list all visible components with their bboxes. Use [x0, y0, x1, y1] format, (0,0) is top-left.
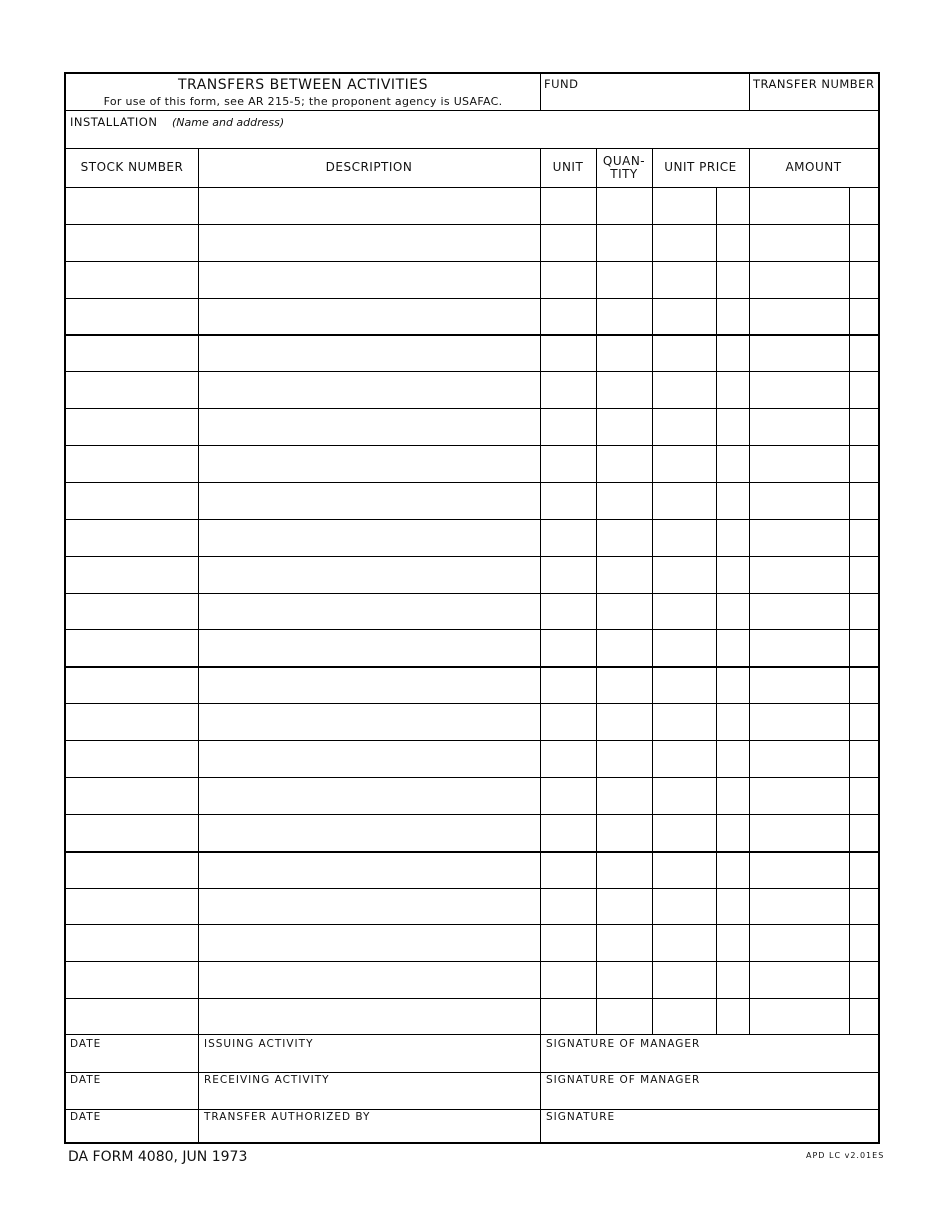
unit-cell[interactable] [540, 557, 596, 593]
col-amount: AMOUNT [785, 160, 842, 174]
amount-cents-cell[interactable] [849, 741, 878, 777]
table-row [66, 851, 878, 888]
description-cell[interactable] [198, 999, 540, 1035]
quantity-cell[interactable] [596, 630, 652, 666]
stock-number-cell[interactable] [66, 925, 198, 961]
unit-cell[interactable] [540, 741, 596, 777]
amount-dollars-cell[interactable] [749, 299, 849, 335]
unit-price-cents-cell[interactable] [716, 225, 749, 261]
stock-number-cell[interactable] [66, 372, 198, 408]
stock-number-cell[interactable] [66, 520, 198, 556]
amount-dollars-cell[interactable] [749, 520, 849, 556]
installation-hint: (Name and address) [172, 116, 285, 129]
amount-cents-cell[interactable] [849, 187, 878, 224]
table-row [66, 445, 878, 482]
stock-number-cell[interactable] [66, 299, 198, 335]
quantity-cell[interactable] [596, 225, 652, 261]
unit-price-dollars-cell[interactable] [652, 999, 716, 1035]
table-row [66, 298, 878, 335]
table-row [66, 261, 878, 298]
table-row [66, 629, 878, 666]
amount-dollars-cell[interactable] [749, 187, 849, 224]
description-cell[interactable] [198, 336, 540, 371]
unit-price-dollars-cell[interactable] [652, 520, 716, 556]
unit-price-cents-cell[interactable] [716, 446, 749, 482]
amount-dollars-cell[interactable] [749, 741, 849, 777]
fund-field[interactable] [541, 74, 749, 110]
quantity-cell[interactable] [596, 409, 652, 445]
description-cell[interactable] [198, 299, 540, 335]
unit-price-dollars-cell[interactable] [652, 225, 716, 261]
table-row [66, 334, 878, 371]
form-subtitle: For use of this form, see AR 215-5; the proponent agency is USAFAC. [103, 95, 503, 108]
description-cell[interactable] [198, 704, 540, 740]
amount-dollars-cell[interactable] [749, 778, 849, 814]
stock-number-cell[interactable] [66, 336, 198, 371]
unit-price-dollars-cell[interactable] [652, 262, 716, 298]
amount-dollars-cell[interactable] [749, 999, 849, 1035]
description-cell[interactable] [198, 557, 540, 593]
installation-label: INSTALLATION [70, 115, 158, 129]
amount-dollars-cell[interactable] [749, 853, 849, 888]
amount-dollars-cell[interactable] [749, 262, 849, 298]
unit-price-dollars-cell[interactable] [652, 815, 716, 851]
unit-price-dollars-cell[interactable] [652, 557, 716, 593]
unit-cell[interactable] [540, 520, 596, 556]
quantity-cell[interactable] [596, 187, 652, 224]
table-row [66, 187, 878, 224]
title-block [66, 74, 540, 110]
amount-cents-cell[interactable] [849, 557, 878, 593]
unit-cell[interactable] [540, 630, 596, 666]
table-row [66, 703, 878, 740]
table-row [66, 961, 878, 998]
signature-manager-label-1: SIGNATURE OF MANAGER [546, 1038, 701, 1050]
description-cell[interactable] [198, 889, 540, 925]
quantity-cell[interactable] [596, 778, 652, 814]
quantity-cell[interactable] [596, 299, 652, 335]
signature-label: SIGNATURE [546, 1111, 616, 1123]
stock-number-cell[interactable] [66, 262, 198, 298]
description-cell[interactable] [198, 853, 540, 888]
amount-dollars-cell[interactable] [749, 336, 849, 371]
quantity-cell[interactable] [596, 999, 652, 1035]
amount-cents-cell[interactable] [849, 409, 878, 445]
amount-dollars-cell[interactable] [749, 630, 849, 666]
unit-cell[interactable] [540, 668, 596, 703]
quantity-cell[interactable] [596, 741, 652, 777]
description-cell[interactable] [198, 925, 540, 961]
unit-price-cents-cell[interactable] [716, 999, 749, 1035]
signature-row-2 [66, 1073, 878, 1109]
table-row [66, 593, 878, 630]
transfer-authorized-label: TRANSFER AUTHORIZED BY [204, 1111, 371, 1123]
unit-price-dollars-cell[interactable] [652, 299, 716, 335]
unit-cell[interactable] [540, 889, 596, 925]
col-stock-number: STOCK NUMBER [80, 160, 184, 174]
amount-cents-cell[interactable] [849, 889, 878, 925]
unit-cell[interactable] [540, 225, 596, 261]
signature-manager-label-2: SIGNATURE OF MANAGER [546, 1074, 701, 1086]
table-row [66, 814, 878, 851]
signature-row-1 [66, 1035, 878, 1072]
stock-number-cell[interactable] [66, 409, 198, 445]
unit-price-dollars-cell[interactable] [652, 668, 716, 703]
stock-number-cell[interactable] [66, 741, 198, 777]
stock-number-cell[interactable] [66, 557, 198, 593]
signature-row-3 [66, 1110, 878, 1142]
amount-cents-cell[interactable] [849, 372, 878, 408]
description-cell[interactable] [198, 446, 540, 482]
quantity-cell[interactable] [596, 594, 652, 630]
amount-cents-cell[interactable] [849, 925, 878, 961]
unit-cell[interactable] [540, 446, 596, 482]
table-row [66, 482, 878, 519]
amount-cents-cell[interactable] [849, 630, 878, 666]
amount-cents-cell[interactable] [849, 778, 878, 814]
quantity-cell[interactable] [596, 815, 652, 851]
unit-price-dollars-cell[interactable] [652, 336, 716, 371]
unit-price-dollars-cell[interactable] [652, 594, 716, 630]
unit-price-cents-cell[interactable] [716, 409, 749, 445]
stock-number-cell[interactable] [66, 815, 198, 851]
stock-number-cell[interactable] [66, 225, 198, 261]
amount-cents-cell[interactable] [849, 262, 878, 298]
description-cell[interactable] [198, 372, 540, 408]
stock-number-cell[interactable] [66, 630, 198, 666]
date-label-2: DATE [70, 1074, 102, 1086]
unit-cell[interactable] [540, 299, 596, 335]
quantity-cell[interactable] [596, 336, 652, 371]
amount-dollars-cell[interactable] [749, 483, 849, 519]
unit-cell[interactable] [540, 778, 596, 814]
installation-field[interactable] [66, 111, 878, 148]
unit-price-cents-cell[interactable] [716, 889, 749, 925]
item-rows [66, 187, 878, 1035]
stock-number-cell[interactable] [66, 704, 198, 740]
description-cell[interactable] [198, 815, 540, 851]
description-cell[interactable] [198, 409, 540, 445]
unit-price-cents-cell[interactable] [716, 704, 749, 740]
column-headers [66, 149, 878, 187]
unit-cell[interactable] [540, 372, 596, 408]
unit-price-dollars-cell[interactable] [652, 630, 716, 666]
table-row [66, 408, 878, 445]
unit-cell[interactable] [540, 704, 596, 740]
col-unit-price: UNIT PRICE [664, 160, 737, 174]
stock-number-cell[interactable] [66, 446, 198, 482]
stock-number-cell[interactable] [66, 668, 198, 703]
unit-cell[interactable] [540, 409, 596, 445]
unit-price-dollars-cell[interactable] [652, 704, 716, 740]
description-cell[interactable] [198, 962, 540, 998]
quantity-cell[interactable] [596, 372, 652, 408]
receiving-activity-label: RECEIVING ACTIVITY [204, 1074, 330, 1086]
amount-cents-cell[interactable] [849, 853, 878, 888]
unit-price-cents-cell[interactable] [716, 853, 749, 888]
unit-price-cents-cell[interactable] [716, 336, 749, 371]
amount-dollars-cell[interactable] [749, 815, 849, 851]
unit-cell[interactable] [540, 594, 596, 630]
unit-price-cents-cell[interactable] [716, 520, 749, 556]
description-cell[interactable] [198, 262, 540, 298]
amount-cents-cell[interactable] [849, 299, 878, 335]
amount-dollars-cell[interactable] [749, 594, 849, 630]
table-row [66, 998, 878, 1035]
unit-price-dollars-cell[interactable] [652, 778, 716, 814]
table-row [66, 777, 878, 814]
table-row [66, 519, 878, 556]
amount-dollars-cell[interactable] [749, 446, 849, 482]
unit-price-cents-cell[interactable] [716, 925, 749, 961]
quantity-cell[interactable] [596, 925, 652, 961]
stock-number-cell[interactable] [66, 778, 198, 814]
amount-dollars-cell[interactable] [749, 557, 849, 593]
quantity-cell[interactable] [596, 962, 652, 998]
unit-price-cents-cell[interactable] [716, 299, 749, 335]
unit-price-cents-cell[interactable] [716, 372, 749, 408]
form-id: DA FORM 4080, JUN 1973 [68, 1149, 248, 1165]
quantity-cell[interactable] [596, 483, 652, 519]
unit-cell[interactable] [540, 853, 596, 888]
amount-dollars-cell[interactable] [749, 372, 849, 408]
col-quantity-line2: TITY [610, 167, 638, 181]
amount-dollars-cell[interactable] [749, 409, 849, 445]
amount-dollars-cell[interactable] [749, 925, 849, 961]
stock-number-cell[interactable] [66, 187, 198, 224]
unit-price-cents-cell[interactable] [716, 815, 749, 851]
date-label-1: DATE [70, 1038, 102, 1050]
form-title: TRANSFERS BETWEEN ACTIVITIES [178, 77, 428, 93]
unit-cell[interactable] [540, 336, 596, 371]
unit-cell[interactable] [540, 262, 596, 298]
unit-price-dollars-cell[interactable] [652, 741, 716, 777]
transfer-number-label: TRANSFER NUMBER [753, 77, 875, 91]
description-cell[interactable] [198, 778, 540, 814]
description-cell[interactable] [198, 187, 540, 224]
unit-cell[interactable] [540, 925, 596, 961]
transfers-form [64, 72, 880, 1144]
quantity-cell[interactable] [596, 446, 652, 482]
unit-price-dollars-cell[interactable] [652, 889, 716, 925]
amount-cents-cell[interactable] [849, 999, 878, 1035]
amount-cents-cell[interactable] [849, 225, 878, 261]
quantity-cell[interactable] [596, 557, 652, 593]
amount-dollars-cell[interactable] [749, 889, 849, 925]
form-version: APD LC v2.01ES [806, 1151, 885, 1160]
description-cell[interactable] [198, 594, 540, 630]
stock-number-cell[interactable] [66, 483, 198, 519]
date-label-3: DATE [70, 1111, 102, 1123]
unit-price-cents-cell[interactable] [716, 630, 749, 666]
unit-price-cents-cell[interactable] [716, 594, 749, 630]
amount-dollars-cell[interactable] [749, 704, 849, 740]
quantity-cell[interactable] [596, 520, 652, 556]
quantity-cell[interactable] [596, 889, 652, 925]
table-row [66, 556, 878, 593]
unit-cell[interactable] [540, 483, 596, 519]
col-description: DESCRIPTION [325, 160, 413, 174]
unit-price-cents-cell[interactable] [716, 187, 749, 224]
unit-price-cents-cell[interactable] [716, 778, 749, 814]
amount-cents-cell[interactable] [849, 520, 878, 556]
amount-cents-cell[interactable] [849, 446, 878, 482]
table-row [66, 740, 878, 777]
fund-label: FUND [544, 77, 579, 91]
unit-price-cents-cell[interactable] [716, 262, 749, 298]
amount-dollars-cell[interactable] [749, 225, 849, 261]
stock-number-cell[interactable] [66, 594, 198, 630]
unit-price-cents-cell[interactable] [716, 741, 749, 777]
amount-cents-cell[interactable] [849, 668, 878, 703]
description-cell[interactable] [198, 483, 540, 519]
amount-cents-cell[interactable] [849, 594, 878, 630]
unit-price-dollars-cell[interactable] [652, 409, 716, 445]
quantity-cell[interactable] [596, 853, 652, 888]
amount-cents-cell[interactable] [849, 815, 878, 851]
table-row [66, 666, 878, 703]
quantity-cell[interactable] [596, 668, 652, 703]
amount-dollars-cell[interactable] [749, 668, 849, 703]
table-row [66, 224, 878, 261]
col-unit: UNIT [552, 160, 584, 174]
unit-cell[interactable] [540, 962, 596, 998]
quantity-cell[interactable] [596, 704, 652, 740]
col-quantity-line1: QUAN- [602, 154, 646, 168]
unit-cell[interactable] [540, 999, 596, 1035]
unit-price-cents-cell[interactable] [716, 668, 749, 703]
unit-cell[interactable] [540, 815, 596, 851]
transfer-number-field[interactable] [750, 74, 878, 110]
unit-cell[interactable] [540, 187, 596, 224]
amount-dollars-cell[interactable] [749, 962, 849, 998]
description-cell[interactable] [198, 225, 540, 261]
stock-number-cell[interactable] [66, 853, 198, 888]
stock-number-cell[interactable] [66, 889, 198, 925]
description-cell[interactable] [198, 520, 540, 556]
unit-price-dollars-cell[interactable] [652, 483, 716, 519]
stock-number-cell[interactable] [66, 962, 198, 998]
unit-price-cents-cell[interactable] [716, 557, 749, 593]
issuing-activity-label: ISSUING ACTIVITY [204, 1038, 314, 1050]
table-row [66, 888, 878, 925]
table-row [66, 924, 878, 961]
stock-number-cell[interactable] [66, 999, 198, 1035]
description-cell[interactable] [198, 630, 540, 666]
amount-cents-cell[interactable] [849, 483, 878, 519]
unit-price-cents-cell[interactable] [716, 483, 749, 519]
unit-price-dollars-cell[interactable] [652, 372, 716, 408]
amount-cents-cell[interactable] [849, 704, 878, 740]
unit-price-dollars-cell[interactable] [652, 925, 716, 961]
unit-price-dollars-cell[interactable] [652, 446, 716, 482]
amount-cents-cell[interactable] [849, 962, 878, 998]
description-cell[interactable] [198, 668, 540, 703]
description-cell[interactable] [198, 741, 540, 777]
unit-price-dollars-cell[interactable] [652, 962, 716, 998]
unit-price-dollars-cell[interactable] [652, 853, 716, 888]
table-row [66, 371, 878, 408]
amount-cents-cell[interactable] [849, 336, 878, 371]
quantity-cell[interactable] [596, 262, 652, 298]
unit-price-dollars-cell[interactable] [652, 187, 716, 224]
unit-price-cents-cell[interactable] [716, 962, 749, 998]
